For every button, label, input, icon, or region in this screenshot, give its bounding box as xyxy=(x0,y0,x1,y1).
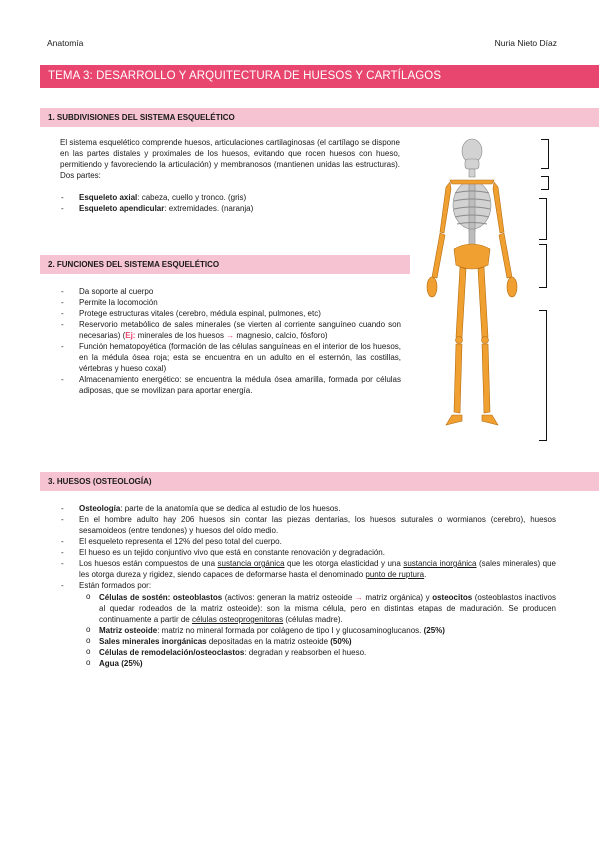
header-author: Nuria Nieto Díaz xyxy=(494,38,557,48)
page-title: TEMA 3: DESARROLLO Y ARQUITECTURA DE HUESOS Y CARTÍLAGOS xyxy=(48,70,442,82)
sub-list xyxy=(79,592,556,669)
section-3-heading-bar xyxy=(40,472,599,491)
list-item: - Reservorio metabólico de sales minerales (se vierten al corriente sanguíneo cuando son necesarias) (Ej: minerales de los huesos → magnesio, calcio, fósforo) xyxy=(60,319,401,341)
skeleton-illustration xyxy=(410,137,534,439)
section-1-heading: 1. SUBDIVISIONES DEL SISTEMA ESQUELÉTICO xyxy=(48,113,235,122)
sub-list-item: o Células de sostén: osteoblastos (activos: generan la matriz osteoide → matriz orgánica) y osteocitos (osteoblastos inactivos al quedar rodeados de la matriz osteoide): son la misma célula, pero en distintas etapas de maduración. Se producen continuamente a partir de células osteoprogenitoras (células madre). xyxy=(79,592,556,625)
section-2-heading: 2. FUNCIONES DEL SISTEMA ESQUELÉTICO xyxy=(48,260,220,269)
bracket-head xyxy=(541,139,549,169)
section-2-list xyxy=(60,286,401,396)
list-item: - Protege estructuras vitales (cerebro, médula espinal, pulmones, etc) xyxy=(60,308,401,319)
list-item: - Almacenamiento energético: se encuentra la médula ósea amarilla, formada por células adiposas, que se movilizan para aportar energía. xyxy=(60,374,401,396)
term: Osteología xyxy=(79,504,121,513)
section-1-list xyxy=(60,192,400,214)
list-item: - El esqueleto representa el 12% del peso total del cuerpo. xyxy=(60,536,556,547)
list-item xyxy=(60,192,400,203)
bracket-lower-limb xyxy=(539,310,547,441)
bracket-thorax xyxy=(539,198,547,240)
definition: : cabeza, cuello y tronco. (gris) xyxy=(137,193,247,202)
section-1-paragraph: El sistema esquelético comprende huesos, articulaciones cartilaginosas (el cartílago se dispone en las partes distales y proximales de los huesos, evitando que rocen huesos con hueso, permitiendo y favoreciendo la articulación) y membranosos (mantienen unidas las estructuras). Dos partes: xyxy=(60,138,400,180)
axial-skeleton xyxy=(453,139,491,255)
sub-list-item: o Agua (25%) xyxy=(79,658,556,669)
definition: : extremidades. (naranja) xyxy=(164,204,254,213)
section-2-heading-bar xyxy=(40,255,410,274)
list-item: - Da soporte al cuerpo xyxy=(60,286,401,297)
term: Esqueleto apendicular xyxy=(79,204,165,213)
arrow-right-icon: → xyxy=(354,593,363,602)
bracket-abdomen xyxy=(539,244,547,288)
arrow-right-icon: → xyxy=(226,331,235,340)
example-label: Ej: xyxy=(125,331,136,340)
sub-list-item: o Células de remodelación/osteoclastos: degradan y reabsorben el hueso. xyxy=(79,647,556,658)
list-item: - Permite la locomoción xyxy=(60,297,401,308)
section-3-list xyxy=(60,503,556,669)
bracket-neck xyxy=(541,176,549,190)
list-item: - Osteología: parte de la anatomía que se dedica al estudio de los huesos. xyxy=(60,503,556,514)
list-item: - Los huesos están compuestos de una sustancia orgánica que les otorga elasticidad y una sustancia inorgánica (sales minerales) que les otorga dureza y rigidez, siendo capaces de deformarse hasta el denominado punto de ruptura. xyxy=(60,558,556,580)
list-item: - En el hombre adulto hay 206 huesos sin contar las piezas dentarias, los huesos suturales o wormianos (cerebro), huesos sesamoideos (entre tendones) y huesos del oído medio. xyxy=(60,514,556,536)
title-bar xyxy=(40,65,599,88)
header-subject: Anatomía xyxy=(47,38,84,48)
term: Esqueleto axial xyxy=(79,193,138,202)
section-1-heading-bar xyxy=(40,108,599,127)
list-item: - Están formados por: o Células de sostén: osteoblastos (activos: generan la matriz osteoide → matriz orgánica) y osteocitos (osteoblastos inactivos al quedar rodeados de la matriz osteoide): son la misma célula, pero en distintas etapas de maduración. Se producen continuamente a partir de células osteoprogenitoras (células madre). o Matriz osteoide: matriz no mineral formada por colágeno de tipo I y glucosaminoglucanos. (25%) o Sales minerales inorgánicas depositadas en la matriz osteoide (50%) o Células de remodelación/osteoclastos: degradan y reabsorben el hueso. o Agua (25%) xyxy=(60,580,556,669)
sub-list-item: o Matriz osteoide: matriz no mineral formada por colágeno de tipo I y glucosaminoglucanos. (25%) xyxy=(79,625,556,636)
sub-list-item: o Sales minerales inorgánicas depositadas en la matriz osteoide (50%) xyxy=(79,636,556,647)
list-item xyxy=(60,203,400,214)
section-3-heading: 3. HUESOS (OSTEOLOGÍA) xyxy=(48,477,152,486)
list-item: - Función hematopoyética (formación de las células sanguíneas en el interior de los huesos, en la médula ósea roja; esta se encuentra en un adulto en el esternón, las costillas, vértebras y hueso coxal) xyxy=(60,341,401,374)
list-item: - El hueso es un tejido conjuntivo vivo que está en constante renovación y degradación. xyxy=(60,547,556,558)
page-header xyxy=(47,38,557,50)
